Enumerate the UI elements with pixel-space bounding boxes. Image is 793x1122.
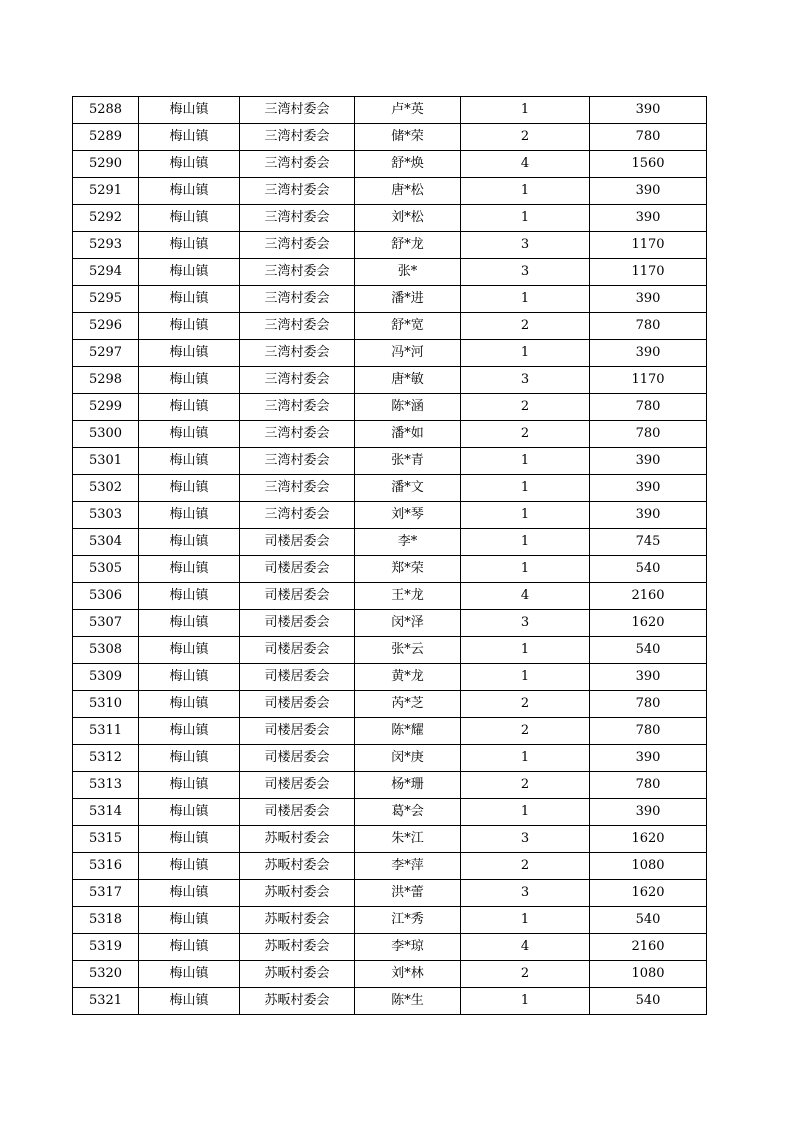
town-cell: 梅山镇	[139, 286, 240, 313]
name-cell: 潘*进	[355, 286, 461, 313]
serial-number-cell: 5301	[73, 448, 139, 475]
town-cell: 梅山镇	[139, 178, 240, 205]
table-row	[73, 799, 707, 826]
serial-number-cell: 5306	[73, 583, 139, 610]
serial-number-cell: 5321	[73, 988, 139, 1015]
town-cell: 梅山镇	[139, 610, 240, 637]
village-committee-cell: 司楼居委会	[240, 745, 355, 772]
table-row	[73, 637, 707, 664]
serial-number-cell: 5292	[73, 205, 139, 232]
town-cell: 梅山镇	[139, 934, 240, 961]
village-committee-cell: 苏畈村委会	[240, 880, 355, 907]
household-count-cell: 1	[461, 340, 590, 367]
household-count-cell: 3	[461, 880, 590, 907]
town-cell: 梅山镇	[139, 448, 240, 475]
village-committee-cell: 三湾村委会	[240, 502, 355, 529]
household-count-cell: 1	[461, 664, 590, 691]
table-row	[73, 988, 707, 1015]
serial-number-cell: 5289	[73, 124, 139, 151]
table-row	[73, 745, 707, 772]
amount-cell: 780	[590, 691, 707, 718]
name-cell: 卢*英	[355, 97, 461, 124]
amount-cell: 780	[590, 421, 707, 448]
village-committee-cell: 苏畈村委会	[240, 853, 355, 880]
town-cell: 梅山镇	[139, 475, 240, 502]
household-count-cell: 1	[461, 907, 590, 934]
household-count-cell: 1	[461, 745, 590, 772]
table-row	[73, 502, 707, 529]
village-committee-cell: 苏畈村委会	[240, 961, 355, 988]
serial-number-cell: 5291	[73, 178, 139, 205]
household-count-cell: 1	[461, 448, 590, 475]
amount-cell: 390	[590, 475, 707, 502]
household-count-cell: 2	[461, 772, 590, 799]
name-cell: 闵*泽	[355, 610, 461, 637]
serial-number-cell: 5318	[73, 907, 139, 934]
name-cell: 陈*涵	[355, 394, 461, 421]
name-cell: 舒*龙	[355, 232, 461, 259]
village-committee-cell: 三湾村委会	[240, 151, 355, 178]
table-row	[73, 610, 707, 637]
amount-cell: 780	[590, 313, 707, 340]
town-cell: 梅山镇	[139, 205, 240, 232]
household-count-cell: 4	[461, 583, 590, 610]
village-committee-cell: 司楼居委会	[240, 529, 355, 556]
document-page	[72, 96, 706, 1015]
table-row	[73, 718, 707, 745]
table-row	[73, 151, 707, 178]
name-cell: 芮*芝	[355, 691, 461, 718]
name-cell: 潘*文	[355, 475, 461, 502]
household-count-cell: 1	[461, 637, 590, 664]
household-count-cell: 3	[461, 232, 590, 259]
village-committee-cell: 司楼居委会	[240, 610, 355, 637]
name-cell: 陈*生	[355, 988, 461, 1015]
town-cell: 梅山镇	[139, 529, 240, 556]
town-cell: 梅山镇	[139, 772, 240, 799]
amount-cell: 390	[590, 502, 707, 529]
table-row	[73, 907, 707, 934]
town-cell: 梅山镇	[139, 988, 240, 1015]
name-cell: 刘*琴	[355, 502, 461, 529]
roster-table-body	[73, 97, 707, 1015]
serial-number-cell: 5299	[73, 394, 139, 421]
table-row	[73, 259, 707, 286]
amount-cell: 1560	[590, 151, 707, 178]
name-cell: 冯*河	[355, 340, 461, 367]
town-cell: 梅山镇	[139, 367, 240, 394]
town-cell: 梅山镇	[139, 124, 240, 151]
table-row	[73, 529, 707, 556]
town-cell: 梅山镇	[139, 340, 240, 367]
village-committee-cell: 苏畈村委会	[240, 826, 355, 853]
household-count-cell: 1	[461, 988, 590, 1015]
town-cell: 梅山镇	[139, 691, 240, 718]
household-count-cell: 3	[461, 259, 590, 286]
serial-number-cell: 5317	[73, 880, 139, 907]
name-cell: 张*云	[355, 637, 461, 664]
village-committee-cell: 司楼居委会	[240, 799, 355, 826]
table-row	[73, 340, 707, 367]
amount-cell: 1620	[590, 826, 707, 853]
table-row	[73, 97, 707, 124]
village-committee-cell: 三湾村委会	[240, 205, 355, 232]
table-row	[73, 367, 707, 394]
village-committee-cell: 司楼居委会	[240, 664, 355, 691]
household-count-cell: 1	[461, 475, 590, 502]
serial-number-cell: 5311	[73, 718, 139, 745]
amount-cell: 780	[590, 394, 707, 421]
amount-cell: 780	[590, 124, 707, 151]
serial-number-cell: 5310	[73, 691, 139, 718]
amount-cell: 2160	[590, 934, 707, 961]
serial-number-cell: 5319	[73, 934, 139, 961]
village-committee-cell: 三湾村委会	[240, 232, 355, 259]
name-cell: 李*琼	[355, 934, 461, 961]
household-count-cell: 2	[461, 718, 590, 745]
amount-cell: 1170	[590, 259, 707, 286]
name-cell: 潘*如	[355, 421, 461, 448]
town-cell: 梅山镇	[139, 259, 240, 286]
serial-number-cell: 5290	[73, 151, 139, 178]
serial-number-cell: 5308	[73, 637, 139, 664]
town-cell: 梅山镇	[139, 313, 240, 340]
table-row	[73, 313, 707, 340]
village-committee-cell: 三湾村委会	[240, 475, 355, 502]
name-cell: 朱*江	[355, 826, 461, 853]
amount-cell: 780	[590, 772, 707, 799]
amount-cell: 390	[590, 448, 707, 475]
household-count-cell: 3	[461, 826, 590, 853]
village-committee-cell: 三湾村委会	[240, 448, 355, 475]
village-committee-cell: 三湾村委会	[240, 340, 355, 367]
table-row	[73, 583, 707, 610]
serial-number-cell: 5288	[73, 97, 139, 124]
household-count-cell: 1	[461, 286, 590, 313]
name-cell: 江*秀	[355, 907, 461, 934]
name-cell: 郑*荣	[355, 556, 461, 583]
name-cell: 杨*珊	[355, 772, 461, 799]
serial-number-cell: 5303	[73, 502, 139, 529]
village-committee-cell: 苏畈村委会	[240, 907, 355, 934]
amount-cell: 390	[590, 178, 707, 205]
household-count-cell: 1	[461, 205, 590, 232]
town-cell: 梅山镇	[139, 394, 240, 421]
village-committee-cell: 三湾村委会	[240, 367, 355, 394]
table-row	[73, 691, 707, 718]
household-count-cell: 2	[461, 394, 590, 421]
town-cell: 梅山镇	[139, 961, 240, 988]
town-cell: 梅山镇	[139, 664, 240, 691]
town-cell: 梅山镇	[139, 502, 240, 529]
table-row	[73, 286, 707, 313]
table-row	[73, 475, 707, 502]
name-cell: 刘*松	[355, 205, 461, 232]
amount-cell: 1620	[590, 880, 707, 907]
table-row	[73, 232, 707, 259]
town-cell: 梅山镇	[139, 637, 240, 664]
table-row	[73, 448, 707, 475]
village-committee-cell: 三湾村委会	[240, 313, 355, 340]
name-cell: 王*龙	[355, 583, 461, 610]
amount-cell: 1170	[590, 367, 707, 394]
town-cell: 梅山镇	[139, 97, 240, 124]
village-committee-cell: 苏畈村委会	[240, 988, 355, 1015]
serial-number-cell: 5295	[73, 286, 139, 313]
amount-cell: 1170	[590, 232, 707, 259]
village-committee-cell: 司楼居委会	[240, 637, 355, 664]
amount-cell: 390	[590, 286, 707, 313]
serial-number-cell: 5314	[73, 799, 139, 826]
table-row	[73, 178, 707, 205]
household-count-cell: 2	[461, 124, 590, 151]
name-cell: 唐*松	[355, 178, 461, 205]
serial-number-cell: 5313	[73, 772, 139, 799]
table-row	[73, 880, 707, 907]
serial-number-cell: 5297	[73, 340, 139, 367]
town-cell: 梅山镇	[139, 232, 240, 259]
amount-cell: 390	[590, 340, 707, 367]
table-row	[73, 664, 707, 691]
table-row	[73, 556, 707, 583]
household-count-cell: 2	[461, 313, 590, 340]
village-committee-cell: 三湾村委会	[240, 178, 355, 205]
town-cell: 梅山镇	[139, 880, 240, 907]
amount-cell: 1080	[590, 961, 707, 988]
village-committee-cell: 三湾村委会	[240, 286, 355, 313]
village-committee-cell: 三湾村委会	[240, 394, 355, 421]
village-committee-cell: 三湾村委会	[240, 124, 355, 151]
name-cell: 陈*耀	[355, 718, 461, 745]
serial-number-cell: 5294	[73, 259, 139, 286]
household-count-cell: 2	[461, 421, 590, 448]
serial-number-cell: 5315	[73, 826, 139, 853]
village-committee-cell: 司楼居委会	[240, 556, 355, 583]
table-row	[73, 934, 707, 961]
town-cell: 梅山镇	[139, 583, 240, 610]
serial-number-cell: 5316	[73, 853, 139, 880]
name-cell: 储*荣	[355, 124, 461, 151]
household-count-cell: 1	[461, 799, 590, 826]
household-count-cell: 3	[461, 367, 590, 394]
serial-number-cell: 5302	[73, 475, 139, 502]
amount-cell: 390	[590, 205, 707, 232]
name-cell: 闵*庚	[355, 745, 461, 772]
serial-number-cell: 5305	[73, 556, 139, 583]
town-cell: 梅山镇	[139, 907, 240, 934]
serial-number-cell: 5293	[73, 232, 139, 259]
serial-number-cell: 5309	[73, 664, 139, 691]
serial-number-cell: 5304	[73, 529, 139, 556]
serial-number-cell: 5312	[73, 745, 139, 772]
town-cell: 梅山镇	[139, 826, 240, 853]
table-row	[73, 124, 707, 151]
amount-cell: 390	[590, 664, 707, 691]
table-row	[73, 961, 707, 988]
household-count-cell: 1	[461, 178, 590, 205]
serial-number-cell: 5307	[73, 610, 139, 637]
town-cell: 梅山镇	[139, 853, 240, 880]
village-committee-cell: 司楼居委会	[240, 772, 355, 799]
serial-number-cell: 5296	[73, 313, 139, 340]
household-count-cell: 3	[461, 610, 590, 637]
amount-cell: 2160	[590, 583, 707, 610]
table-row	[73, 826, 707, 853]
household-count-cell: 4	[461, 151, 590, 178]
serial-number-cell: 5298	[73, 367, 139, 394]
household-count-cell: 4	[461, 934, 590, 961]
amount-cell: 780	[590, 718, 707, 745]
village-committee-cell: 司楼居委会	[240, 583, 355, 610]
amount-cell: 745	[590, 529, 707, 556]
village-committee-cell: 司楼居委会	[240, 691, 355, 718]
town-cell: 梅山镇	[139, 745, 240, 772]
village-committee-cell: 三湾村委会	[240, 97, 355, 124]
amount-cell: 540	[590, 988, 707, 1015]
amount-cell: 390	[590, 745, 707, 772]
table-row	[73, 772, 707, 799]
amount-cell: 1620	[590, 610, 707, 637]
serial-number-cell: 5320	[73, 961, 139, 988]
name-cell: 舒*焕	[355, 151, 461, 178]
amount-cell: 540	[590, 556, 707, 583]
name-cell: 舒*宽	[355, 313, 461, 340]
amount-cell: 540	[590, 637, 707, 664]
household-count-cell: 1	[461, 556, 590, 583]
household-count-cell: 1	[461, 97, 590, 124]
town-cell: 梅山镇	[139, 799, 240, 826]
name-cell: 黄*龙	[355, 664, 461, 691]
serial-number-cell: 5300	[73, 421, 139, 448]
name-cell: 李*	[355, 529, 461, 556]
village-committee-cell: 苏畈村委会	[240, 934, 355, 961]
name-cell: 洪*蕾	[355, 880, 461, 907]
amount-cell: 540	[590, 907, 707, 934]
village-committee-cell: 三湾村委会	[240, 421, 355, 448]
household-count-cell: 2	[461, 853, 590, 880]
town-cell: 梅山镇	[139, 718, 240, 745]
household-count-cell: 1	[461, 529, 590, 556]
name-cell: 张*	[355, 259, 461, 286]
table-row	[73, 853, 707, 880]
town-cell: 梅山镇	[139, 556, 240, 583]
roster-table	[72, 96, 707, 1015]
village-committee-cell: 三湾村委会	[240, 259, 355, 286]
name-cell: 葛*会	[355, 799, 461, 826]
name-cell: 张*青	[355, 448, 461, 475]
village-committee-cell: 司楼居委会	[240, 718, 355, 745]
name-cell: 刘*林	[355, 961, 461, 988]
table-row	[73, 205, 707, 232]
household-count-cell: 2	[461, 961, 590, 988]
table-row	[73, 394, 707, 421]
table-row	[73, 421, 707, 448]
town-cell: 梅山镇	[139, 151, 240, 178]
town-cell: 梅山镇	[139, 421, 240, 448]
name-cell: 李*萍	[355, 853, 461, 880]
amount-cell: 1080	[590, 853, 707, 880]
amount-cell: 390	[590, 97, 707, 124]
name-cell: 唐*敏	[355, 367, 461, 394]
amount-cell: 390	[590, 799, 707, 826]
household-count-cell: 2	[461, 691, 590, 718]
household-count-cell: 1	[461, 502, 590, 529]
